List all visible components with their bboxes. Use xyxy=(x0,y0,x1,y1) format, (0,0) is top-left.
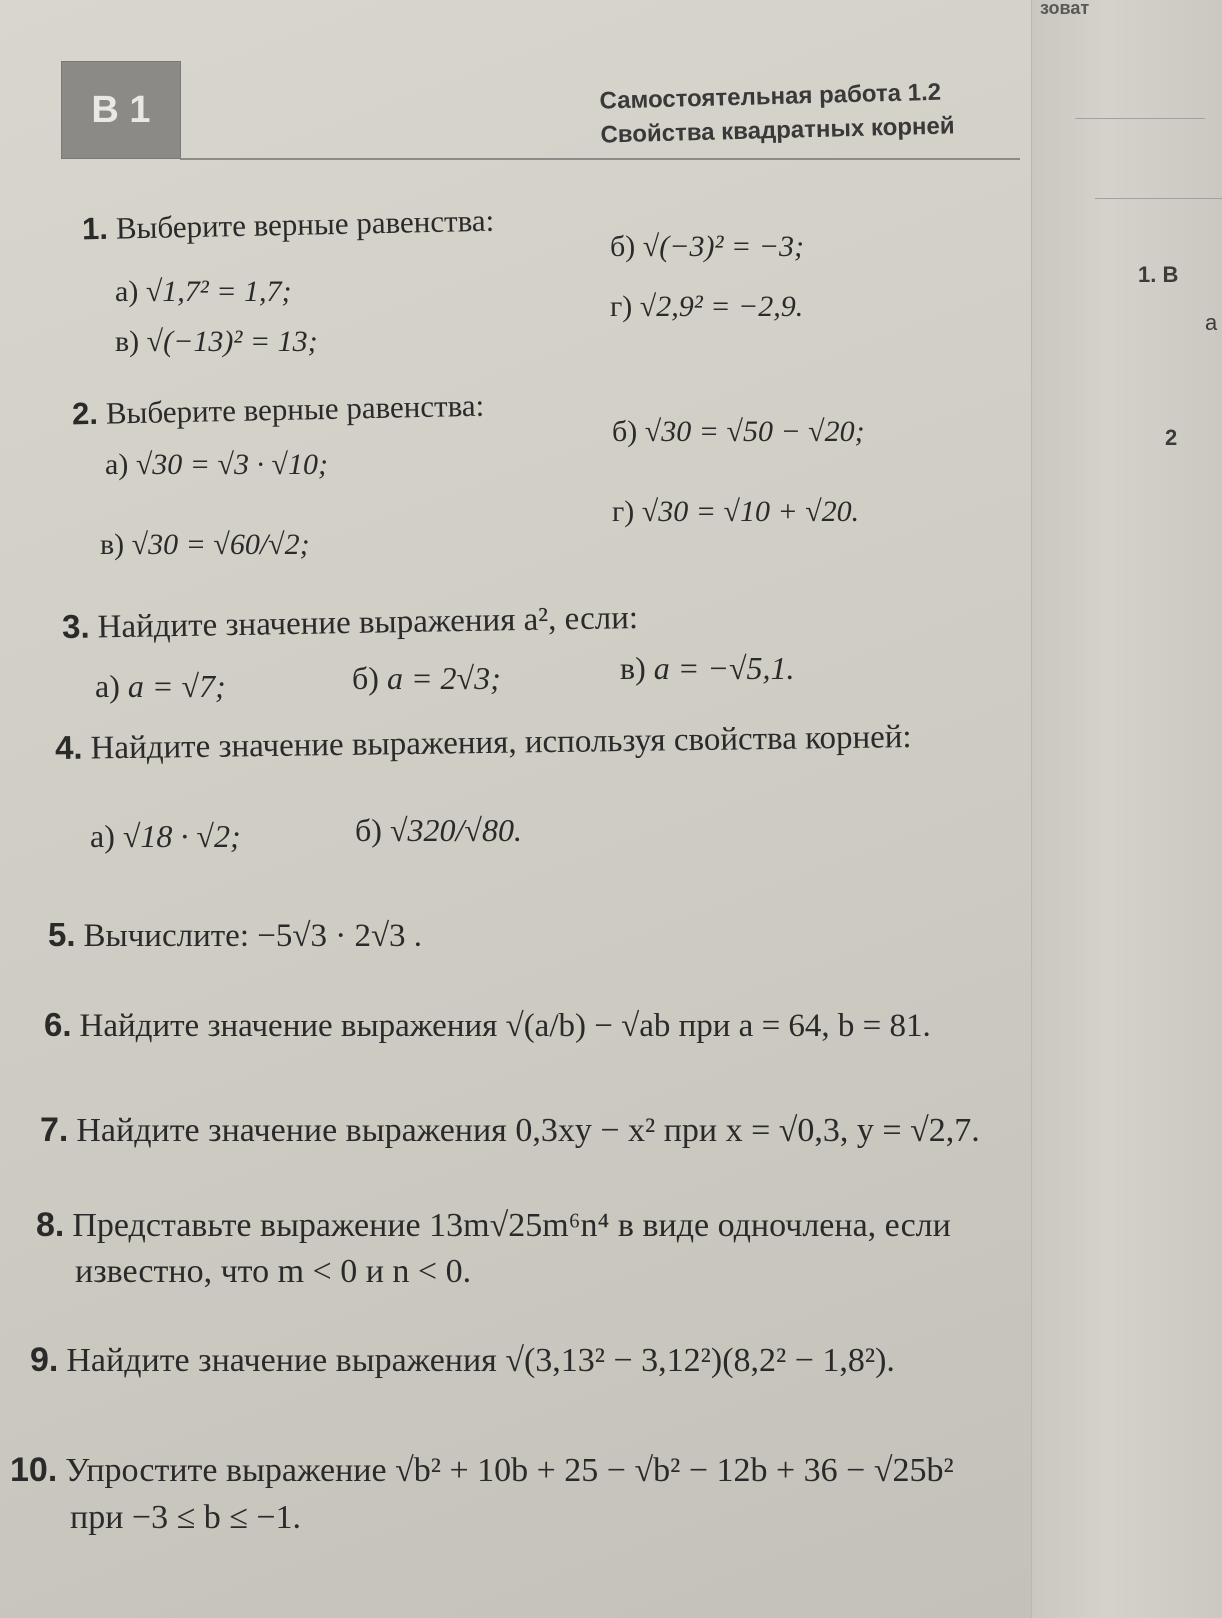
task-1-option-b: б) √(−3)² = −3; xyxy=(610,230,804,263)
page-title xyxy=(599,75,955,152)
task-text: Найдите значение выражения 0,3xy − x² при x = √0,3, y = √2,7. xyxy=(76,1112,980,1149)
task-number: 2. xyxy=(71,395,99,432)
task-2-option-a: а) √30 = √3 · √10; xyxy=(105,448,328,481)
task-number: 5. xyxy=(48,916,76,953)
task-number: 3. xyxy=(61,607,90,646)
task-number: 8. xyxy=(36,1206,65,1244)
facing-page-item: 1. В xyxy=(1138,262,1179,287)
corner-text: зоват xyxy=(1040,0,1090,18)
task-2 xyxy=(72,386,485,435)
task-1-option-a: а) √1,7² = 1,7; xyxy=(115,275,292,308)
task-2-option-v: в) √30 = √60/√2; xyxy=(100,528,310,561)
task-text: Найдите значение выражения √(3,13² − 3,12²)(8,2² − 1,8²). xyxy=(66,1342,895,1379)
task-9 xyxy=(30,1340,895,1381)
task-2-option-g: г) √30 = √10 + √20. xyxy=(612,495,860,528)
facing-page-letter: а xyxy=(1205,310,1218,335)
task-text: Найдите значение выражения √(a/b) − √ab при a = 64, b = 81. xyxy=(79,1008,931,1044)
task-3-option-b: б) a = 2√3; xyxy=(352,660,501,696)
task-text: Найдите значение выражения a², если: xyxy=(97,599,639,646)
task-1-option-v: в) √(−13)² = 13; xyxy=(115,325,318,358)
task-number: 7. xyxy=(40,1111,69,1149)
task-number: 1. xyxy=(81,210,109,247)
task-3-option-v: в) a = −√5,1. xyxy=(620,650,795,686)
task-10-continuation: при −3 ≤ b ≤ −1. xyxy=(70,1499,302,1536)
title-bar xyxy=(180,62,1020,160)
task-text: Выберите верные равенства: xyxy=(115,202,495,246)
task-number: 9. xyxy=(30,1341,59,1379)
task-1-option-g: г) √2,9² = −2,9. xyxy=(610,290,804,323)
task-number: 4. xyxy=(54,728,83,766)
task-text: Выберите верные равенства: xyxy=(105,387,485,431)
facing-page-edge xyxy=(1031,0,1222,1618)
task-4-option-a: а) √18 · √2; xyxy=(90,818,241,854)
task-3-option-a: а) a = √7; xyxy=(95,668,226,704)
task-text: Представьте выражение 13m√25m⁶n⁴ в виде одночлена, если xyxy=(72,1207,951,1244)
title-line-1: Самостоятельная работа 1.2 xyxy=(599,78,942,115)
margin-rule xyxy=(1075,118,1205,119)
task-7 xyxy=(40,1110,980,1151)
task-5 xyxy=(48,915,422,956)
task-1 xyxy=(82,201,495,250)
task-text: Упростите выражение √b² + 10b + 25 − √b² − 12b + 36 − √25b² xyxy=(65,1452,954,1489)
task-8-continuation: известно, что m < 0 и n < 0. xyxy=(75,1253,472,1290)
task-number: 10. xyxy=(10,1451,58,1489)
task-4-option-b: б) √320/√80. xyxy=(355,812,522,848)
task-8 xyxy=(36,1205,951,1246)
task-4 xyxy=(55,716,912,769)
task-number: 6. xyxy=(44,1006,72,1043)
title-line-2: Свойства квадратных корней xyxy=(600,112,955,149)
task-6 xyxy=(44,1005,931,1046)
task-text: Вычислите: −5√3 · 2√3 . xyxy=(83,918,423,954)
task-text: Найдите значение выражения, используя свойства корней: xyxy=(90,719,912,767)
margin-rule xyxy=(1095,198,1222,199)
facing-page-item: 2 xyxy=(1165,425,1178,450)
task-2-option-b: б) √30 = √50 − √20; xyxy=(612,415,865,448)
variant-badge: В 1 xyxy=(62,62,180,158)
task-3 xyxy=(62,597,639,648)
task-10 xyxy=(10,1450,954,1491)
